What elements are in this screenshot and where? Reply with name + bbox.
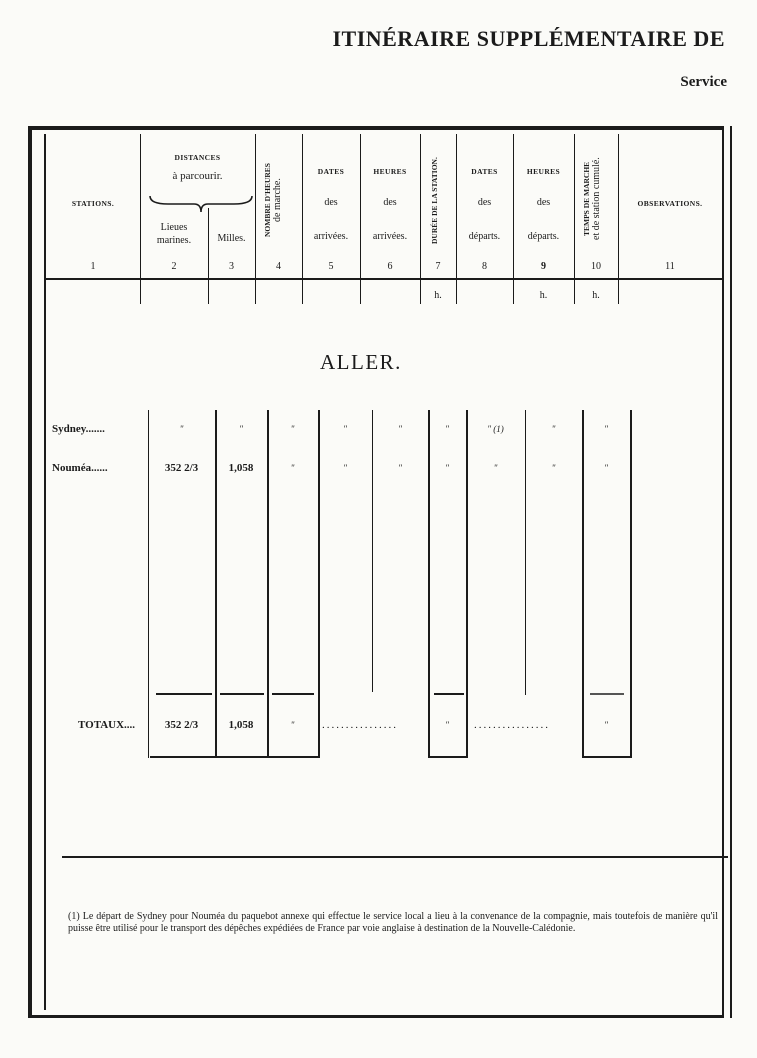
totals-rule xyxy=(156,693,212,695)
cell-lieues: 352 2/3 xyxy=(164,462,199,474)
cell-temps: " xyxy=(604,463,608,473)
cell-heures-departs: " xyxy=(551,424,556,434)
totals-duree: " xyxy=(445,720,449,730)
col-number: 5 xyxy=(328,261,334,272)
table-frame xyxy=(28,126,724,1018)
cell-temps: " xyxy=(604,424,608,434)
cell-duree: " xyxy=(445,463,449,473)
header-dates-departs-label: départs. xyxy=(468,231,501,242)
cell-heures-marche: " xyxy=(290,424,295,434)
header-distances-sub: à parcourir. xyxy=(172,170,223,182)
header-dates-arrivees-label: arrivées. xyxy=(313,231,349,242)
header-heures-marche-line1: NOMBRE D'HEURES xyxy=(263,163,272,237)
totals-milles: 1,058 xyxy=(228,719,254,731)
cell-dates-departs: " (1) xyxy=(487,424,504,434)
header-heures-departs-des: des xyxy=(536,197,551,208)
footnote-separator xyxy=(62,856,728,858)
page-subtitle: Service xyxy=(680,74,727,90)
totals-rule xyxy=(220,693,264,695)
header-dates-arrivees-des: des xyxy=(324,197,338,208)
totals-rule xyxy=(590,693,624,695)
cell-heures-marche: " xyxy=(290,463,295,473)
table-frame-right-border xyxy=(722,126,732,1018)
header-heures-departs: HEURES xyxy=(526,167,561,176)
col-number: 10 xyxy=(591,261,601,272)
cell-dates-arrivees: " xyxy=(343,463,347,473)
header-heures-arrivees: HEURES xyxy=(373,167,407,176)
cell-milles: 1,058 xyxy=(228,462,254,474)
header-temps-marche xyxy=(582,140,602,258)
totals-label: TOTAUX.... xyxy=(78,719,136,731)
header-heures-marche-line2: de marche. xyxy=(272,178,283,222)
body-col-rule xyxy=(372,410,373,692)
header-stations: STATIONS. xyxy=(71,199,115,208)
col-number: 7 xyxy=(435,261,441,272)
header-heures-arrivees-label: arrivées. xyxy=(372,231,408,242)
header-milles: Milles. xyxy=(217,233,246,244)
totals-bottom-rule xyxy=(150,756,320,758)
totals-leader-dots: ................ xyxy=(474,719,550,731)
unit-label: h. xyxy=(434,290,442,301)
body-col-rule xyxy=(525,410,526,695)
totals-bottom-rule xyxy=(429,756,468,758)
col-number: 8 xyxy=(482,261,487,272)
cell-milles: " xyxy=(239,424,243,434)
col-number: 4 xyxy=(276,261,281,272)
header-distances: DISTANCES xyxy=(174,153,221,162)
totals-leader-dots: ................ xyxy=(322,719,398,731)
page-title: ITINÉRAIRE SUPPLÉMENTAIRE DE xyxy=(332,26,725,51)
body-col-rule xyxy=(630,410,632,758)
unit-label: h. xyxy=(539,290,548,301)
header-heures-departs-label: départs. xyxy=(527,231,560,242)
header-dates-arrivees: DATES xyxy=(317,167,345,176)
totals-bottom-rule xyxy=(583,756,632,758)
unit-label: h. xyxy=(592,290,600,301)
header-heures-arrivees-des: des xyxy=(383,197,397,208)
totals-temps: " xyxy=(604,720,608,730)
totals-rule xyxy=(434,693,464,695)
header-heures-marche xyxy=(263,150,283,250)
cell-heures-departs: " xyxy=(551,463,556,473)
cell-duree: " xyxy=(445,424,449,434)
col-number: 3 xyxy=(229,261,234,272)
header-bottom-rule xyxy=(46,278,722,280)
col-rule xyxy=(208,208,209,304)
header-lieues: Lieues marines. xyxy=(156,222,192,246)
col-number: 9 xyxy=(541,261,546,272)
row-station-name: Nouméa...... xyxy=(52,462,108,474)
col-number: 6 xyxy=(387,261,393,272)
header-dates-departs: DATES xyxy=(471,167,498,176)
totals-lieues: 352 2/3 xyxy=(164,719,199,731)
totals-heures-marche: " xyxy=(290,720,295,730)
header-temps-marche-line1: TEMPS DE MARCHE xyxy=(582,161,591,237)
brace-icon xyxy=(148,194,254,214)
col-number: 2 xyxy=(171,261,177,272)
cell-dates-arrivees: " xyxy=(343,424,347,434)
footnote: (1) Le départ de Sydney pour Nouméa du paquebot annexe qui effectue le service local a lieu à la convenance de la compagnie, mais toutefois de manière qu'il puisse être utilisé pour le transport des dépêches expédiées de France par voie anglaise à destination de la Nouvelle-Calédonie. xyxy=(68,911,718,934)
header-observations: OBSERVATIONS. xyxy=(637,199,703,208)
row-station-name: Sydney....... xyxy=(52,423,105,435)
header-duree-station: DURÉE DE LA STATION. xyxy=(430,157,439,245)
totals-rule xyxy=(272,693,314,695)
cell-lieues: " xyxy=(179,424,184,434)
cell-heures-arrivees: " xyxy=(398,424,402,434)
cell-dates-departs: " xyxy=(493,463,498,473)
col-number: 1 xyxy=(90,261,96,272)
header-temps-marche-line2: et de station cumulé. xyxy=(591,157,602,241)
cell-heures-arrivees: " xyxy=(398,463,402,473)
header-dates-departs-des: des xyxy=(477,197,492,208)
col-number: 11 xyxy=(665,261,675,272)
section-title: ALLER. xyxy=(320,350,402,374)
